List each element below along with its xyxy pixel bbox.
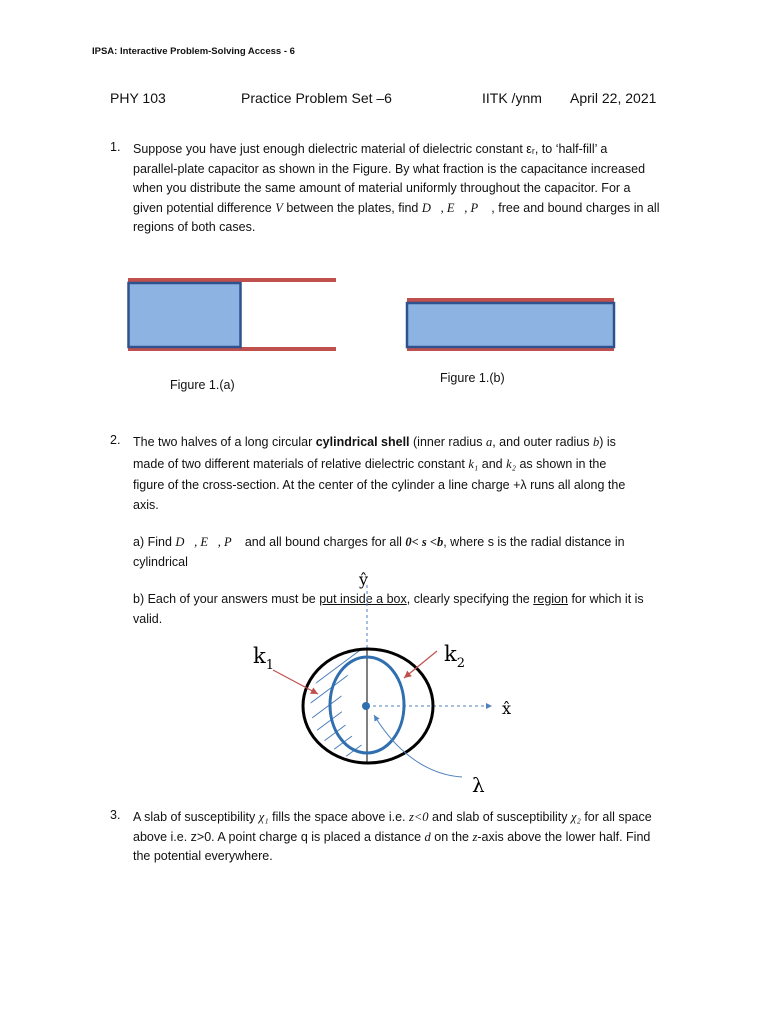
p2b-line: valid. xyxy=(133,611,163,626)
figure-1b-caption: Figure 1.(b) xyxy=(440,371,505,385)
fig-b-dielectric xyxy=(407,303,614,347)
problem-1-number: 1. xyxy=(110,140,121,154)
figure-1a-caption: Figure 1.(a) xyxy=(170,378,235,392)
capacitor-figures xyxy=(120,270,640,360)
k2-label: $k_2$ xyxy=(444,642,466,671)
p3-line: the potential everywhere. xyxy=(133,849,273,863)
p1-line: when you distribute the same amount of material uniformly throughout the capacitor. For a xyxy=(133,181,631,195)
p1-line: Suppose you have just enough dielectric material of dielectric constant εᵣ, to ‘half-fill’ a xyxy=(133,142,608,156)
fig-a-dielectric xyxy=(129,283,241,347)
p2a-line: a) Find D⃗, E⃗, P⃗ and all bound charges for all 0< s <b, where s is the radial distance in xyxy=(133,535,625,549)
p2-line: made of two different materials of relative dielectric constant k₁ and k₂ as shown in the xyxy=(133,456,607,471)
p2-line: The two halves of a long circular cylindrical shell (inner radius a, and outer radius b) is xyxy=(133,435,616,449)
p2-line: axis. xyxy=(133,497,159,512)
problem-2-number: 2. xyxy=(110,433,121,447)
institute: IITK /ynm xyxy=(482,90,542,106)
p2-line: figure of the cross-section. At the center of the cylinder a line charge +λ runs all along the xyxy=(133,478,626,492)
x-hat-label: x̂ xyxy=(502,699,512,718)
k1-label: $k_1$ xyxy=(253,644,275,673)
p2b-line: b) Each of your answers must be put inside a box, clearly specifying the region for which it is xyxy=(133,592,644,606)
p1-line: parallel-plate capacitor as shown in the Figure. By what fraction is the capacitance increased xyxy=(133,161,646,176)
problem-set-title: Practice Problem Set –6 xyxy=(241,90,392,106)
p3-line: A slab of susceptibility χ₁ fills the space above i.e. z<0 and slab of susceptibility χ₂ for all space xyxy=(133,810,652,824)
document-header-line: IPSA: Interactive Problem-Solving Access - 6 xyxy=(92,46,295,57)
line-charge-dot xyxy=(362,702,370,710)
y-hat-label: ŷ xyxy=(359,570,369,589)
problem-3-text xyxy=(133,808,678,867)
p1-line: regions of both cases. xyxy=(133,220,256,234)
cylinder-cross-section-figure xyxy=(240,565,520,805)
problem-1-text xyxy=(133,140,678,238)
date: April 22, 2021 xyxy=(570,90,657,106)
k1-arrow xyxy=(273,670,318,694)
lambda-label: λ xyxy=(472,773,485,797)
problem-3-number: 3. xyxy=(110,808,121,822)
p2a-line: cylindrical xyxy=(133,554,188,569)
course-code: PHY 103 xyxy=(110,90,166,106)
problem-2-text xyxy=(133,433,663,515)
p1-line: given potential difference V between the plates, find D⃗, E⃗, P⃗ , free and bound charges in all xyxy=(133,200,660,215)
p3-line: above i.e. z>0. A point charge q is placed a distance d on the z-axis above the lower half. Find xyxy=(133,829,651,844)
